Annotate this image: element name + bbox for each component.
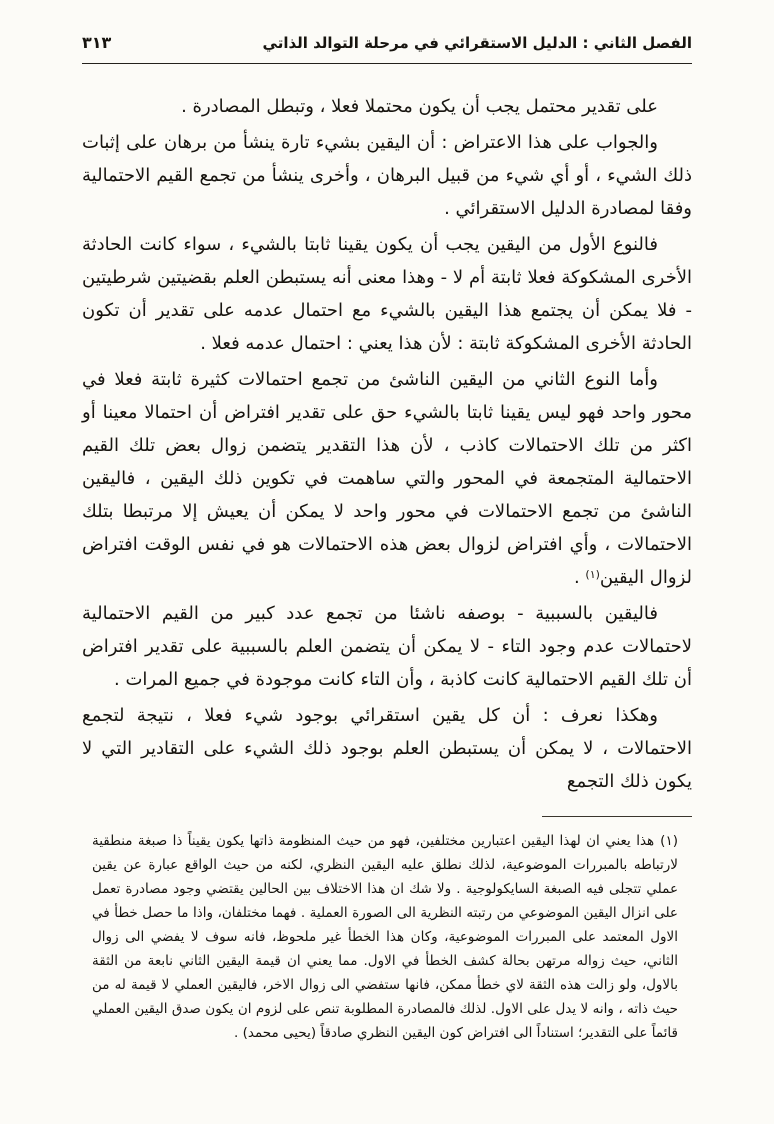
footnote-reference: (١) xyxy=(585,568,600,581)
body-text xyxy=(82,90,692,798)
footnote-separator xyxy=(542,816,692,817)
paragraph-text: وهكذا نعرف : أن كل يقين استقرائي بوجود شيء فعلا ، نتيجة لتجمع الاحتمالات ، لا يمكن أن يستبطن العلم بوجود ذلك الشيء على التقادير التي لا يكون ذلك التجمع xyxy=(82,705,692,792)
footnote-text: هذا يعني ان لهذا اليقين اعتبارين مختلفين، فهو من حيث المنظومة ذاتها يكون يقيناً ذا صبغة منطقية لارتباطه بالمبررات الموضوعية، لذلك نطلق عليه اليقين النظري، لكنه من حيث الواقع عبارة عن يقين عملي تتجلى فيه الصبغة السايكولوجية . ولا شك ان هذا الاختلاف بين الحالين يقتضي وجود مصادرة تعمل على انزال اليقين الموضوعي من رتبته النظرية الى الصورة العملية . فهما مختلفان، واذا ما حصل خطأ في الاول المعتمد على المبررات الموضوعية، وكان هذا الخطأ غير ملحوظ، فانه سوف لا يفضي الى زوال الثاني، حيث زواله مرتهن بحالة كشف الخطأ في الاول. مما يعني ان قيمة اليقين الثاني نابعة من الثقة بالاول، ولو زالت هذه الثقة لاي خطأ ممكن، فانها ستفضي الى زوال الاخر، فاليقين العملي لا قيمة له من حيث ذاته ، وانه لا يدل على الاول. لذلك فالمصادرة المطلوبة تنص على لزوم ان يكون صدق اليقين العملي قائماً على التقدير؛ استناداً الى افتراض كون اليقين النظري صادقاً (يحيى محمد) . xyxy=(92,833,678,1041)
paragraph xyxy=(82,228,692,360)
paragraph xyxy=(82,90,692,123)
paragraph xyxy=(82,699,692,798)
page-number: ٣١٣ xyxy=(82,33,112,52)
paragraph-text: والجواب على هذا الاعتراض : أن اليقين بشيء تارة ينشأ من برهان على إثبات ذلك الشيء ، أو أي شيء من قبيل البرهان ، وأخرى ينشأ من تجمع القيم الاحتمالية وفقا لمصادرة الدليل الاستقرائي . xyxy=(82,132,692,219)
paragraph-text: فاليقين بالسببية - بوصفه ناشئا من تجمع عدد كبير من القيم الاحتمالية لاحتمالات عدم وجود التاء - لا يمكن أن يتضمن العلم بالسببية على تقدير افتراض أن تلك القيم الاحتمالية كانت كاذبة ، وأن التاء كانت موجودة في جميع المرات . xyxy=(82,603,692,690)
paragraph-text-tail: . xyxy=(573,567,586,588)
paragraph xyxy=(82,126,692,225)
page-header xyxy=(82,32,692,64)
paragraph-text: وأما النوع الثاني من اليقين الناشئ من تجمع احتمالات كثيرة ثابتة فعلا في محور واحد فهو ليس يقينا ثابتا بالشيء حق على تقدير افتراض أن احتمالا معينا أو اكثر من تلك الاحتمالات كاذب ، لأن هذا التقدير يتضمن زوال بعض تلك القيم الاحتمالية المتجمعة في المحور والتي ساهمت في تكوين ذلك اليقين ، فاليقين الناشئ من تجمع الاحتمالات في محور واحد لا يمكن أن يعيش إلا مرتبطا بتلك الاحتمالات ، وأي افتراض لزوال بعض هذه الاحتمالات هو في نفس الوقت افتراض لزوال اليقين xyxy=(82,369,692,588)
footnote-marker: (١) xyxy=(660,833,678,849)
paragraph xyxy=(82,597,692,696)
chapter-title: الفصل الثاني : الدليل الاستقرائي في مرحلة التوالد الذاتي xyxy=(262,34,692,52)
paragraph xyxy=(82,363,692,594)
paragraph-text: على تقدير محتمل يجب أن يكون محتملا فعلا ، وتبطل المصادرة . xyxy=(181,96,658,117)
paragraph-text: فالنوع الأول من اليقين يجب أن يكون يقينا ثابتا بالشيء ، سواء كانت الحادثة الأخرى المشكوكة فعلا ثابتة أم لا - وهذا معنى أنه يستبطن العلم بقضيتين شرطيتين - فلا يمكن أن يجتمع هذا اليقين بالشيء مع احتمال عدمه على تقدير أن تكون الحادثة الأخرى المشكوكة ثابتة : لأن هذا يعني : احتمال عدمه فعلا . xyxy=(82,234,692,354)
footnote xyxy=(92,829,678,1045)
